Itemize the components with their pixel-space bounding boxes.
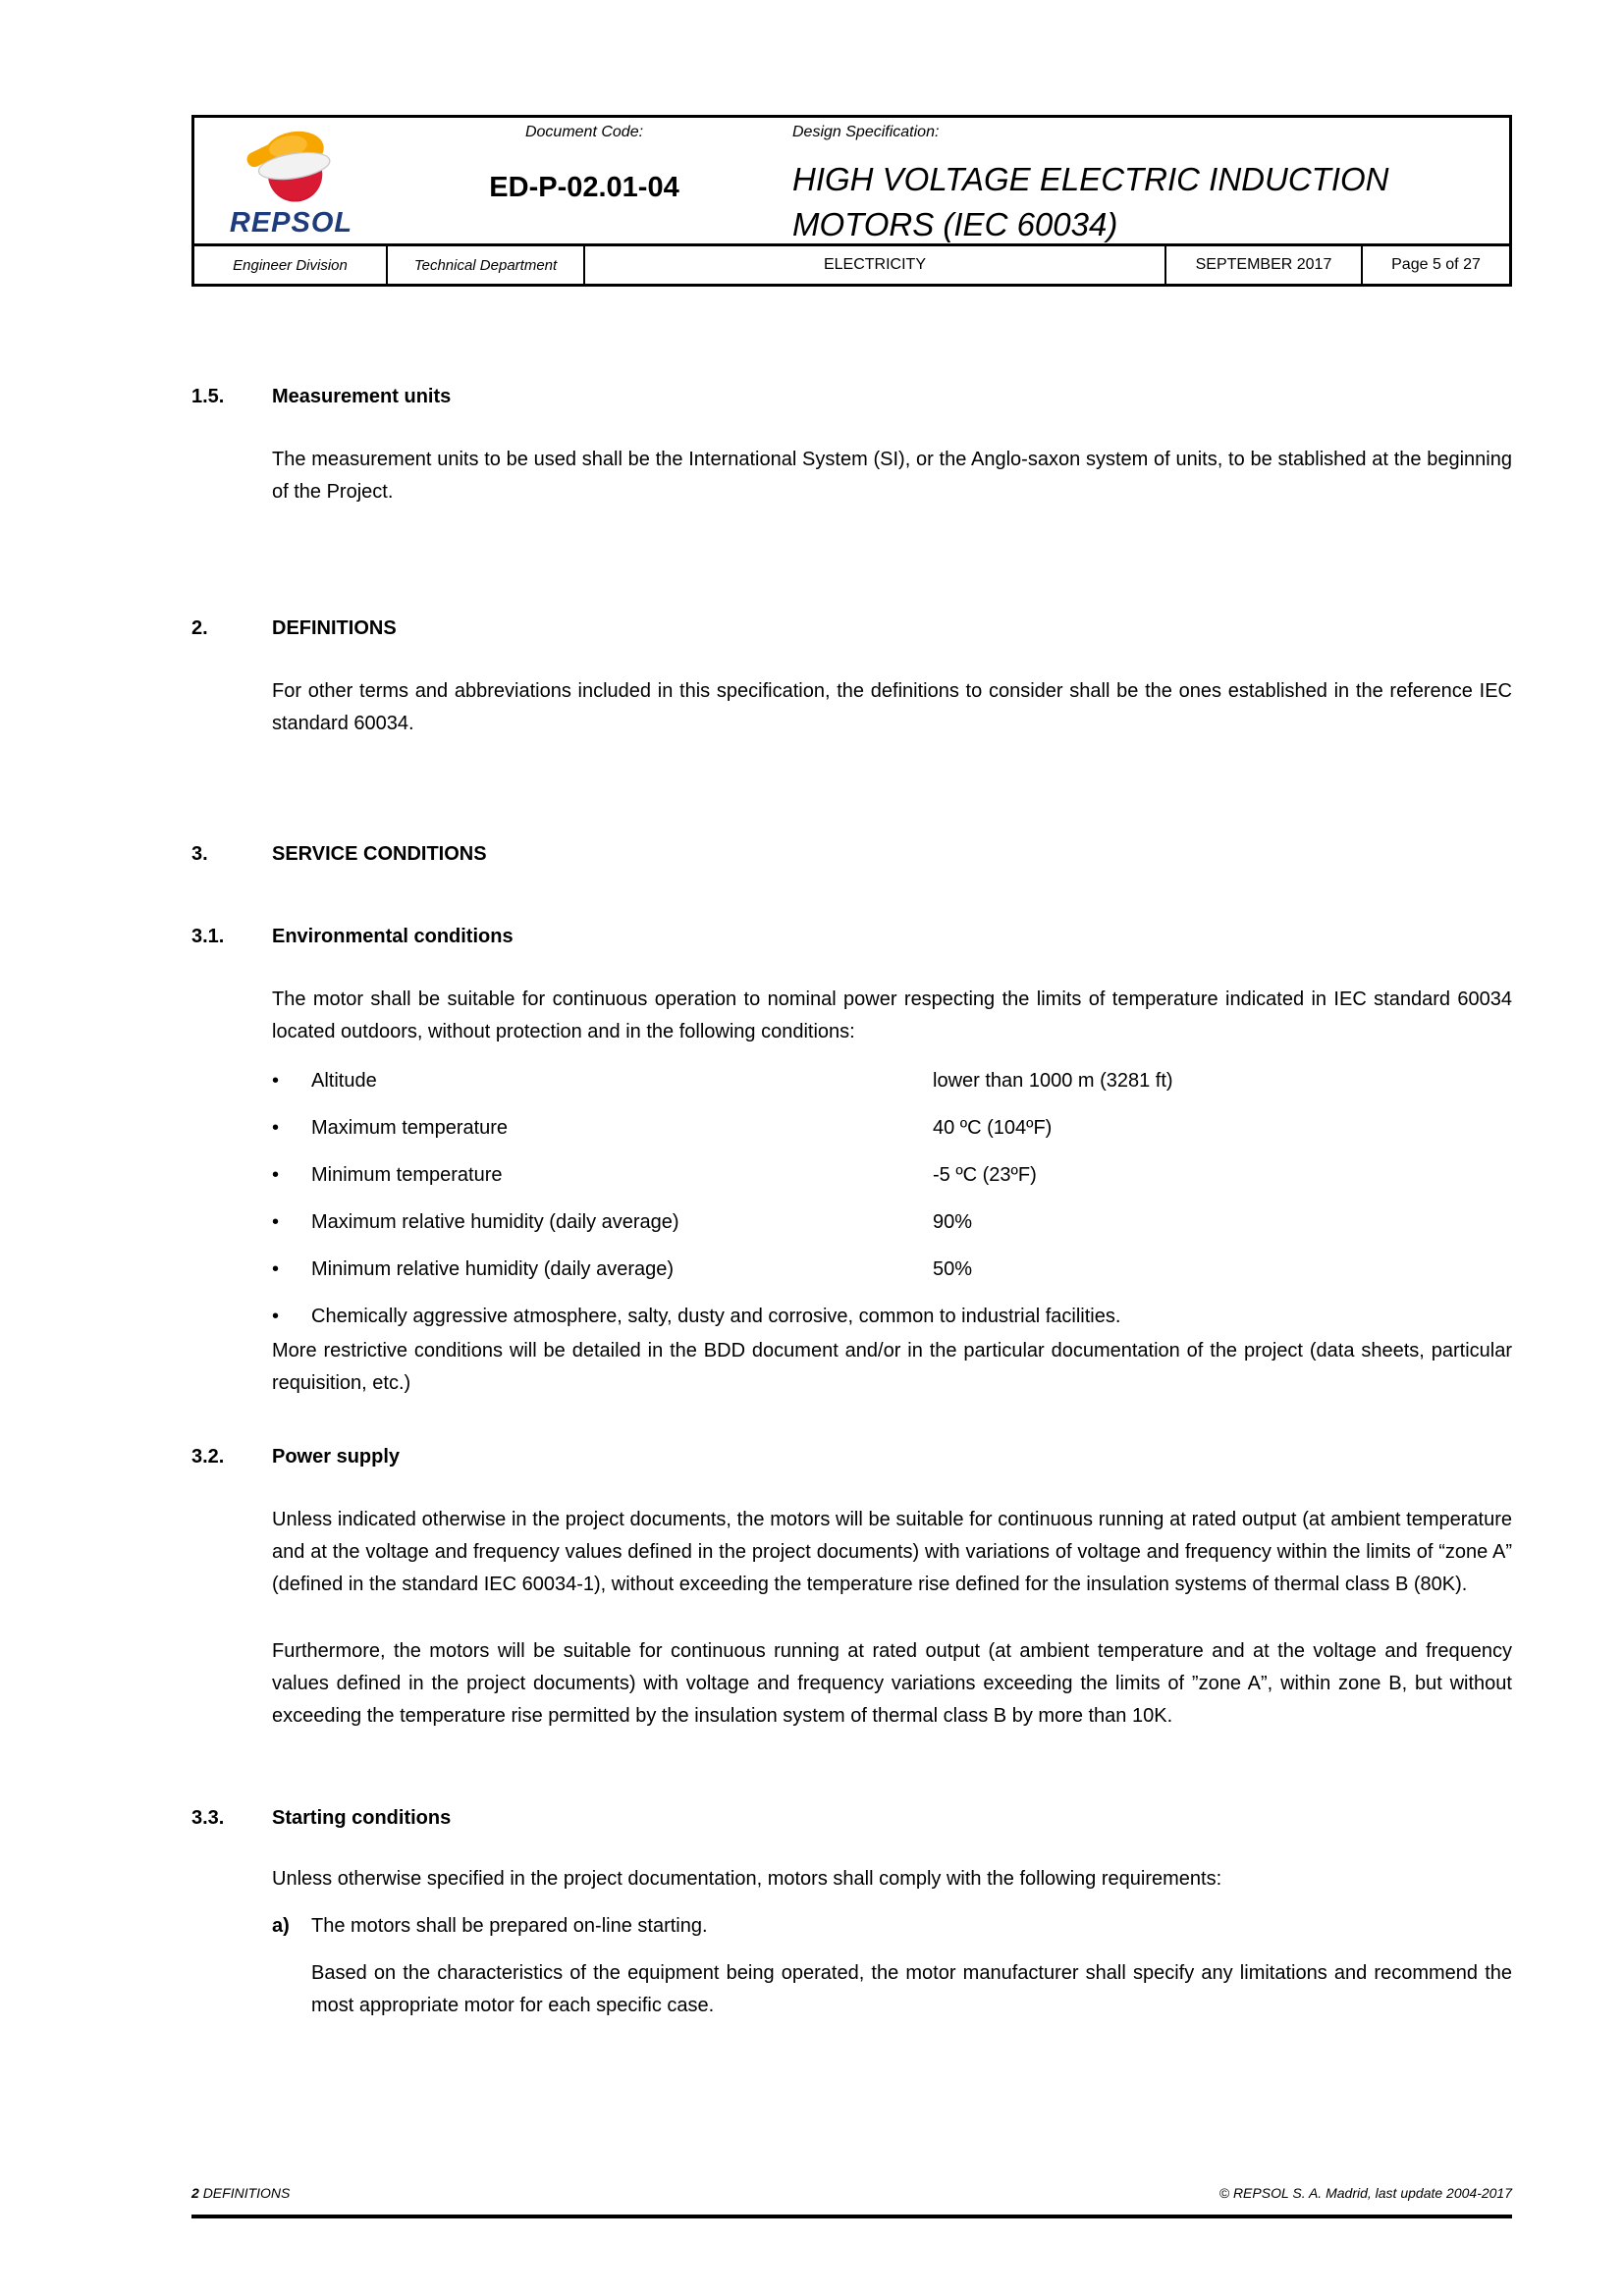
header-meta-row bbox=[194, 243, 1509, 284]
document-title-line2: MOTORS (IEC 60034) bbox=[792, 206, 1118, 242]
document-title bbox=[792, 157, 1499, 247]
env-condition-row bbox=[272, 1065, 1512, 1097]
env-condition-value: -5 ºC (23ºF) bbox=[933, 1164, 1037, 1186]
meta-date: SEPTEMBER 2017 bbox=[1166, 246, 1363, 284]
bullet-icon: • bbox=[272, 1117, 280, 1139]
env-condition-value: 40 ºC (104ºF) bbox=[933, 1117, 1053, 1139]
header-top-row bbox=[194, 118, 1509, 243]
footer-section-number: 2 bbox=[191, 2185, 203, 2201]
env-condition-label: Altitude bbox=[311, 1070, 377, 1092]
section-3-3-heading bbox=[191, 1806, 1512, 1830]
section-2-number: 2. bbox=[191, 617, 208, 639]
section-2-paragraph: For other terms and abbreviations included in this specification, the definitions to consider shall be the ones established in the reference IEC standard 60034. bbox=[272, 680, 1512, 734]
meta-page-number: Page 5 of 27 bbox=[1391, 256, 1481, 273]
env-condition-row bbox=[272, 1159, 1512, 1192]
meta-discipline: ELECTRICITY bbox=[585, 246, 1166, 284]
section-3-2-paragraph-2: Furthermore, the motors will be suitable for continuous running at rated output (at ambient temperature and at the voltage and frequency values defined in the project documents) with voltage and frequency variations exceeding the limits of ”zone A”, within zone B, but without exceeding the temperature rise permitted by the insulation system of thermal class B by more than 10K. bbox=[272, 1640, 1512, 1727]
document-code-value: ED-P-02.01-04 bbox=[489, 171, 679, 203]
section-3-2-title: Power supply bbox=[272, 1446, 401, 1468]
env-condition-label: Maximum relative humidity (daily average) bbox=[311, 1211, 679, 1233]
bullet-icon: • bbox=[272, 1164, 280, 1186]
section-3-3-paragraph-1: Unless otherwise specified in the project documentation, motors shall comply with the following requirements: bbox=[272, 1868, 1222, 1890]
document-code-label: Document Code: bbox=[524, 124, 644, 140]
bullet-icon: • bbox=[272, 1306, 280, 1327]
list-item-a-marker: a) bbox=[272, 1915, 290, 1937]
env-condition-value: 90% bbox=[933, 1211, 973, 1233]
env-condition-value: lower than 1000 m (3281 ft) bbox=[933, 1070, 1173, 1092]
section-1-5-paragraph: The measurement units to be used shall be the International System (SI), or the Anglo-saxon system of units, to be stablished at the beginning of the Project. bbox=[272, 449, 1512, 503]
footer-divider bbox=[191, 2215, 1512, 2218]
meta-technical-department: Technical Department bbox=[388, 246, 585, 284]
design-spec-cell bbox=[781, 118, 1509, 243]
logo-cell bbox=[194, 118, 388, 243]
document-code-cell bbox=[388, 118, 781, 243]
section-2-title: DEFINITIONS bbox=[272, 617, 397, 639]
env-condition-label: Minimum temperature bbox=[311, 1164, 503, 1186]
footer-section-title: DEFINITIONS bbox=[202, 2185, 291, 2201]
list-item-a bbox=[272, 1910, 1512, 1943]
env-condition-row bbox=[272, 1206, 1512, 1239]
env-condition-row bbox=[272, 1254, 1512, 1286]
env-condition-label: Chemically aggressive atmosphere, salty, dusty and corrosive, common to industrial facilities. bbox=[311, 1306, 1121, 1327]
env-condition-value: 50% bbox=[933, 1258, 973, 1280]
section-1-5-number: 1.5. bbox=[191, 386, 225, 407]
design-spec-label: Design Specification: bbox=[792, 124, 940, 140]
section-3-3-paragraph-2: Based on the characteristics of the equipment being operated, the motor manufacturer shall specify any limitations and recommend the most appropriate motor for each specific case. bbox=[311, 1962, 1512, 2016]
section-3-1-paragraph-2: More restrictive conditions will be detailed in the BDD document and/or in the particular documentation of the project (data sheets, particular requisition, etc.) bbox=[272, 1340, 1512, 1394]
section-1-5-title: Measurement units bbox=[272, 386, 452, 407]
section-3-1-paragraph: The motor shall be suitable for continuous operation to nominal power respecting the limits of temperature indicated in IEC standard 60034 located outdoors, without protection and in the following conditions: bbox=[272, 988, 1512, 1042]
section-3-number: 3. bbox=[191, 843, 208, 865]
bullet-icon: • bbox=[272, 1070, 280, 1092]
section-3-3-number: 3.3. bbox=[191, 1807, 225, 1829]
section-3-1-number: 3.1. bbox=[191, 926, 225, 947]
section-3-1-heading bbox=[191, 925, 1512, 948]
section-3-title: SERVICE CONDITIONS bbox=[272, 843, 487, 865]
section-3-2-heading bbox=[191, 1445, 1512, 1468]
section-3-heading bbox=[191, 842, 1512, 866]
bullet-icon: • bbox=[272, 1258, 280, 1280]
section-3-2-paragraph-1: Unless indicated otherwise in the project documents, the motors will be suitable for continuous running at rated output (at ambient temperature and at the voltage and frequency values defined in the project documents) with variations of voltage and frequency within the limits of “zone A” (defined in the standard IEC 60034-1), without exceeding the temperature rise defined for the insulation systems of thermal class B (80K). bbox=[272, 1509, 1512, 1595]
env-condition-label: Minimum relative humidity (daily average) bbox=[311, 1258, 675, 1280]
env-condition-row bbox=[272, 1112, 1512, 1145]
section-3-3-title: Starting conditions bbox=[272, 1807, 452, 1829]
env-condition-label: Maximum temperature bbox=[311, 1117, 509, 1139]
list-item-a-text: The motors shall be prepared on-line starting. bbox=[311, 1915, 708, 1937]
footer-copyright: © REPSOL S. A. Madrid, last update 2004-2017 bbox=[1218, 2185, 1512, 2201]
section-3-2-number: 3.2. bbox=[191, 1446, 225, 1468]
section-2-heading bbox=[191, 616, 1512, 640]
repsol-flame-icon bbox=[239, 126, 345, 211]
section-3-1-title: Environmental conditions bbox=[272, 926, 514, 947]
section-1-5-heading bbox=[191, 385, 1512, 408]
meta-engineer-division: Engineer Division bbox=[194, 246, 388, 284]
footer-section-reference bbox=[191, 2185, 290, 2201]
bullet-icon: • bbox=[272, 1211, 280, 1233]
repsol-wordmark: REPSOL bbox=[229, 207, 353, 239]
document-header-table bbox=[191, 115, 1512, 287]
document-title-line1: HIGH VOLTAGE ELECTRIC INDUCTION bbox=[792, 161, 1389, 197]
env-condition-row bbox=[272, 1301, 1512, 1333]
